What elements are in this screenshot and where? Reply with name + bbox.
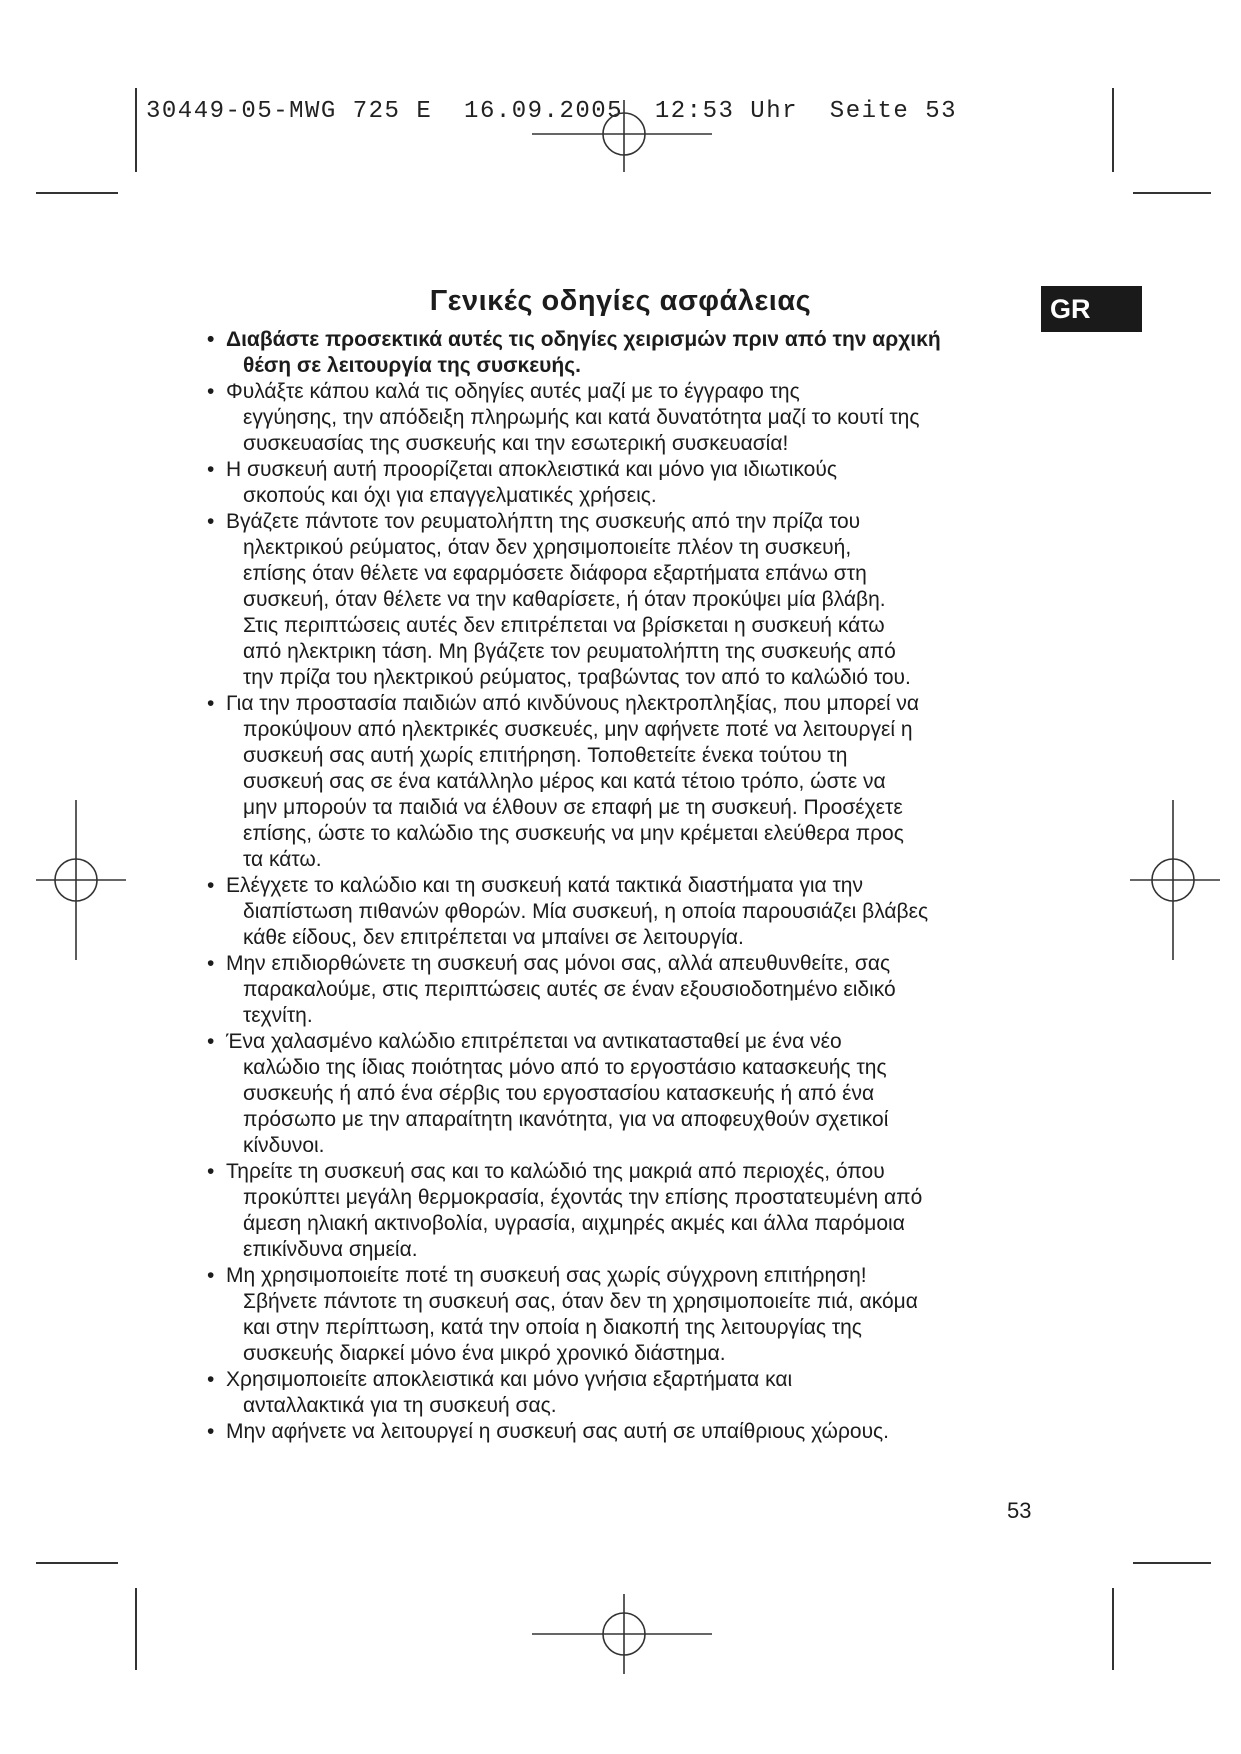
list-item-line: • Χρησιμοποιείτε αποκλειστικά και μόνο γνήσια εξαρτήματα και: [226, 1368, 793, 1391]
list-item-line: συσκευασίας της συσκευής και την εσωτερική συσκευασία!: [243, 432, 789, 455]
list-item-line: Σβήνετε πάντοτε τη συσκευή σας, όταν δεν τη χρησιμοποιείτε πιά, ακόμα: [243, 1290, 918, 1313]
list-item: [207, 691, 1047, 873]
list-item-line: προκύπτει μεγάλη θερμοκρασία, έχοντάς την επίσης προστατευμένη από: [243, 1186, 923, 1209]
page-number: 53: [1007, 1498, 1032, 1523]
list-item: [207, 1029, 1047, 1159]
list-item-line: σκοπούς και όχι για επαγγελματικές χρήσεις.: [243, 484, 657, 507]
crop-mark-top-right-horizontal: [1133, 192, 1211, 194]
list-item-line: άμεση ηλιακή ακτινοβολία, υγρασία, αιχμηρές ακμές και άλλα παρόμοια: [243, 1212, 905, 1235]
list-item-line: τεχνίτη.: [243, 1004, 313, 1027]
list-item-line: και στην περίπτωση, κατά την οποία η διακοπή της λειτουργίας της: [243, 1316, 862, 1339]
list-item-line: συσκευής ή από ένα σέρβις του εργοστασίου κατασκευής ή από ένα: [243, 1082, 875, 1105]
registration-mark-top-icon: [532, 100, 712, 172]
list-item: [207, 1419, 1047, 1445]
list-item-line: διαπίστωση πιθανών φθορών. Μία συσκευή, η οποία παρουσιάζει βλάβες: [243, 900, 929, 923]
list-item-line: θέση σε λειτουργία της συσκευής.: [243, 354, 581, 377]
list-item: [207, 509, 1047, 691]
list-item-line: κάθε είδους, δεν επιτρέπεται να μπαίνει σε λειτουργία.: [243, 926, 744, 949]
list-item: [207, 1367, 1047, 1419]
list-item-line: • Ένα χαλασμένο καλώδιο επιτρέπεται να αντικατασταθεί με ένα νέο: [226, 1030, 842, 1053]
list-item: [207, 1159, 1047, 1263]
list-item-line: κίνδυνοι.: [243, 1134, 325, 1157]
list-item-line: Στις περιπτώσεις αυτές δεν επιτρέπεται να βρίσκεται η συσκευή κάτω: [243, 614, 885, 637]
list-item-line: επίσης όταν θέλετε να εφαρμόσετε διάφορα εξαρτήματα επάνω στη: [243, 562, 867, 585]
crop-mark-bottom-right-horizontal: [1133, 1562, 1211, 1564]
list-item-line: την πρίζα του ηλεκτρικού ρεύματος, τραβώντας τον από το καλώδιό του.: [243, 666, 911, 689]
list-item-line: τα κάτω.: [243, 848, 322, 871]
registration-mark-left-icon: [36, 800, 126, 960]
registration-mark-right-icon: [1130, 800, 1220, 960]
list-item-line: • Μην επιδιορθώνετε τη συσκευή σας μόνοι σας, αλλά απευθυνθείτε, σας: [226, 952, 891, 975]
list-item-line: συσκευή σας αυτή χωρίς επιτήρηση. Τοποθετείτε ένεκα τούτου τη: [243, 744, 848, 767]
registration-mark-bottom-icon: [532, 1594, 712, 1674]
list-item: [207, 379, 1047, 457]
list-item-line: • Τηρείτε τη συσκευή σας και το καλώδιό της μακριά από περιοχές, όπου: [226, 1160, 885, 1183]
list-item-line: • Για την προστασία παιδιών από κινδύνους ηλεκτροπληξίας, που μπορεί να: [226, 692, 920, 715]
crop-mark-top-left-vertical: [135, 88, 137, 172]
list-item-line: • Μην αφήνετε να λειτουργεί η συσκευή σας αυτή σε υπαίθριους χώρους.: [226, 1420, 890, 1443]
list-item-line: πρόσωπο με την απαραίτητη ικανότητα, για να αποφευχθούν σχετικοί: [243, 1108, 889, 1131]
list-item-line: • Φυλάξτε κάπου καλά τις οδηγίες αυτές μαζί με το έγγραφο της: [226, 380, 800, 403]
crop-mark-top-right-vertical: [1112, 88, 1114, 172]
crop-mark-bottom-left-horizontal: [36, 1562, 118, 1564]
list-item: [207, 951, 1047, 1029]
list-item-line: • Διαβάστε προσεκτικά αυτές τις οδηγίες χειρισμών πριν από την αρχική: [226, 328, 941, 351]
list-item-line: • Η συσκευή αυτή προορίζεται αποκλειστικά και μόνο για ιδιωτικούς: [226, 458, 837, 481]
language-tab: GR: [1041, 286, 1142, 332]
list-item-line: παρακαλούμε, στις περιπτώσεις αυτές σε έναν εξουσιοδοτημένο ειδικό: [243, 978, 896, 1001]
list-item-line: από ηλεκτρικη τάση. Μη βγάζετε τον ρευματολήπτη της συσκευής από: [243, 640, 896, 663]
list-item: [207, 1263, 1047, 1367]
list-item-line: • Ελέγχετε το καλώδιο και τη συσκευή κατά τακτικά διαστήματα για την: [226, 874, 863, 897]
list-item-line: προκύψουν από ηλεκτρικές συσκευές, μην αφήνετε ποτέ να λειτουργεί η: [243, 718, 913, 741]
list-item: [207, 457, 1047, 509]
list-item-line: καλώδιο της ίδιας ποιότητας μόνο από το εργοστάσιο κατασκευής της: [243, 1056, 887, 1079]
list-item-line: • Βγάζετε πάντοτε τον ρευματολήπτη της συσκευής από την πρίζα του: [226, 510, 861, 533]
list-item-line: μην μπορούν τα παιδιά να έλθουν σε επαφή με τη συσκευή. Προσέχετε: [243, 796, 903, 819]
list-item-line: συσκευής διαρκεί μόνο ένα μικρό χρονικό διάστημα.: [243, 1342, 726, 1365]
list-item: [207, 327, 1047, 379]
list-item-line: ανταλλακτικά για τη συσκευή σας.: [243, 1394, 557, 1417]
list-item-line: εγγύησης, την απόδειξη πληρωμής και κατά δυνατότητα μαζί το κουτί της: [243, 406, 920, 429]
list-item-line: ηλεκτρικού ρεύματος, όταν δεν χρησιμοποιείτε πλέον τη συσκευή,: [243, 536, 852, 559]
page-title: Γενικές οδηγίες ασφάλειας: [429, 285, 812, 317]
crop-mark-bottom-right-vertical: [1112, 1588, 1114, 1670]
list-item: [207, 873, 1047, 951]
list-item-line: επίσης, ώστε το καλώδιο της συσκευής να μην κρέμεται ελεύθερα προς: [243, 822, 904, 845]
list-item-line: • Μη χρησιμοποιείτε ποτέ τη συσκευή σας χωρίς σύγχρονη επιτήρηση!: [226, 1264, 867, 1287]
safety-instructions-list: [207, 327, 1047, 1445]
crop-mark-bottom-left-vertical: [135, 1588, 137, 1670]
list-item-line: συσκευή, όταν θέλετε να την καθαρίσετε, ή όταν προκύψει μία βλάβη.: [243, 588, 886, 611]
print-header: 30449-05-MWG 725 E 16.09.2005 12:53 Uhr Seite 53: [146, 98, 958, 125]
crop-mark-top-left-horizontal: [36, 192, 118, 194]
list-item-line: συσκευή σας σε ένα κατάλληλο μέρος και κατά τέτοιο τρόπο, ώστε να: [243, 770, 886, 793]
list-item-line: επικίνδυνα σημεία.: [243, 1238, 418, 1261]
